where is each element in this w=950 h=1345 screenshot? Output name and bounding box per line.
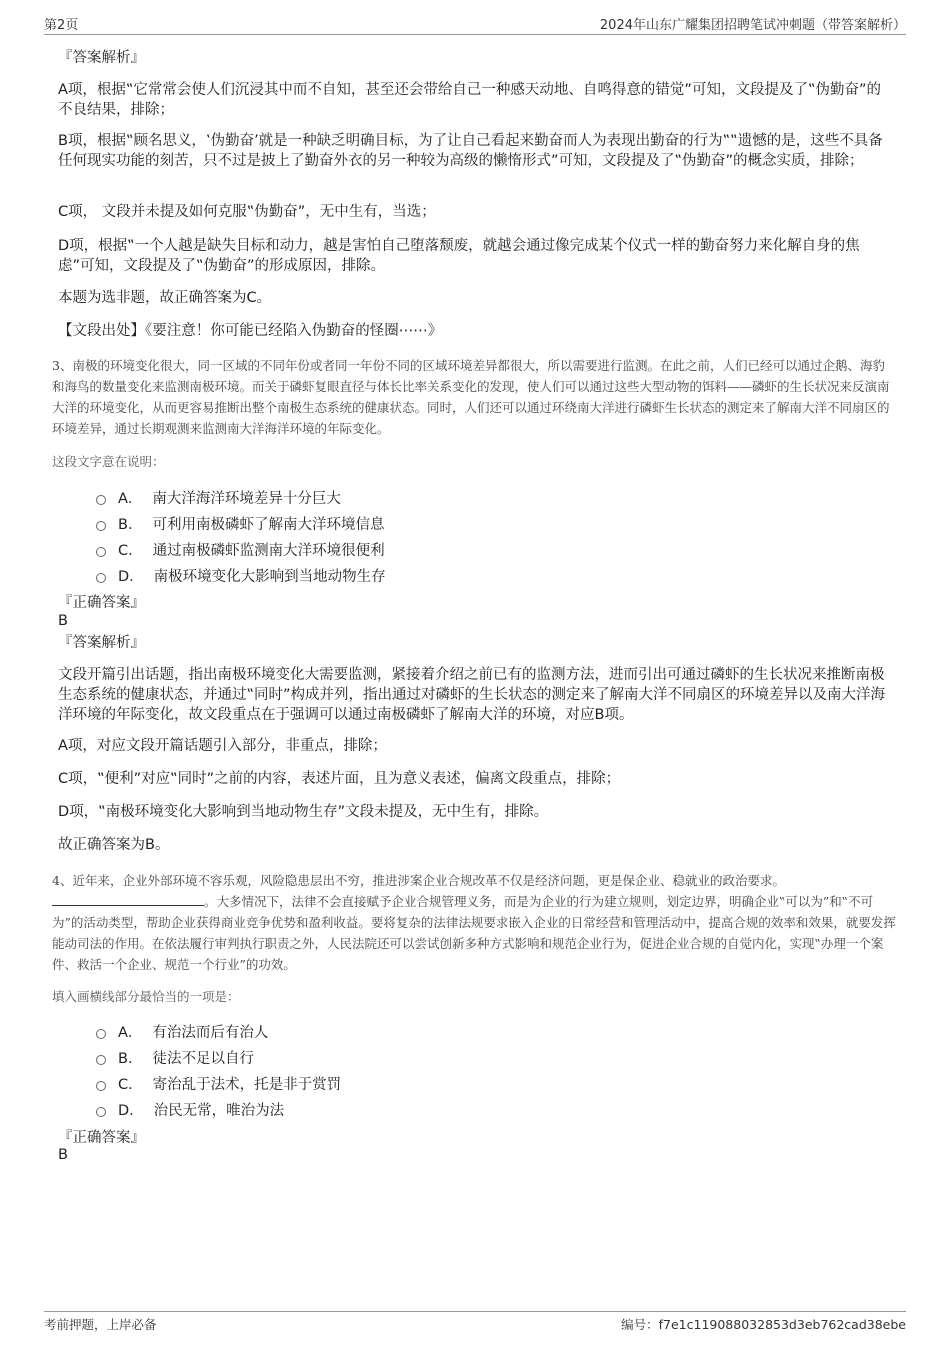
- radio-button[interactable]: [96, 547, 106, 557]
- q3-answer-heading: 『正确答案』: [58, 595, 145, 611]
- q3-option-a[interactable]: A． 南大洋海洋环境差异十分巨大: [96, 487, 341, 508]
- q3-analysis-para: C项，‟便利”对应‟同时”之前的内容，表述片面，且为意义表述，偏离文段重点，排除；: [58, 771, 621, 787]
- q3-option-c[interactable]: C． 通过南极磷虾监测南大洋环境很便利: [96, 539, 385, 560]
- q3-stem: 3、南极的环境变化很大，同一区域的不同年份或者同一年份不同的区域环境差异都很大，所以需要进行监测。在此之前，人们已经可以通过企鹅、海豹和海鸟的数量变化来监测南极环境。而关于磷虾复眼直径与体长比率关系变化的发现，使人们可以通过这些大型动物的饵料——磷虾的生长状况来反演南大洋的环境变化，从而更容易推断出整个南极生态系统的健康状态。同时，人们还可以通过环绕南大洋进行磷虾生长状态的测定来了解南大洋不同扇区的环境差异，通过长期观测来监测南大洋海洋环境的年际变化。: [52, 358, 890, 436]
- q4-answer-heading: 『正确答案』: [58, 1130, 145, 1146]
- q3-analysis-para: D项，‟南极环境变化大影响到当地动物生存”文段未提及，无中生有，排除。: [58, 804, 549, 820]
- q4-option-d[interactable]: D． 治民无常，唯治为法: [96, 1099, 284, 1120]
- q2-analysis-heading: 『答案解析』: [58, 50, 145, 66]
- q4-prompt: 填入画横线部分最恰当的一项是：: [52, 989, 240, 1004]
- q2-analysis-para: B项，根据‟顾名思义，‛伪勤奋’就是一种缺乏明确目标，为了让自己看起来勤奋而人为表现出勤奋的行为‟‟遗憾的是，这些不具备任何现实功能的刻苦，只不过是披上了勤奋外衣的另一种较为高级的懒惰形式”可知，文段提及了‟伪勤奋”的概念实质，排除；: [58, 133, 883, 169]
- q2-analysis-para: A项，根据‟它常常会使人们沉浸其中而不自知，甚至还会带给自己一种感天动地、自鸣得意的错觉”可知，文段提及了‟伪勤奋”的不良结果，排除；: [58, 82, 881, 118]
- q2-source: 【文段出处】《要注意！你可能已经陷入伪勤奋的怪圈⋯⋯》: [58, 323, 443, 339]
- q3-option-d[interactable]: D． 南极环境变化大影响到当地动物生存: [96, 565, 386, 586]
- page-footer: [44, 1311, 906, 1336]
- radio-button[interactable]: [96, 573, 106, 583]
- footer-slogan: 考前押题，上岸必备: [44, 1317, 157, 1332]
- page-number: 第2页: [44, 18, 79, 33]
- q3-analysis-heading: 『答案解析』: [58, 635, 145, 651]
- q4-option-b[interactable]: B． 徒法不足以自行: [96, 1047, 254, 1068]
- q4-option-a[interactable]: A． 有治法而后有治人: [96, 1021, 268, 1042]
- radio-button[interactable]: [96, 1081, 106, 1091]
- page-header: [44, 12, 906, 35]
- document-title: 2024年山东广耀集团招聘笔试冲刺题（带答案解析）: [599, 18, 906, 33]
- q3-analysis-para: A项，对应文段开篇话题引入部分，非重点，排除；: [58, 738, 387, 754]
- q3-analysis-para: 文段开篇引出话题，指出南极环境变化大需要监测，紧接着介绍之前已有的监测方法，进而引出可通过磷虾的生长状况来推断南极生态系统的健康状态，并通过‟同时”构成并列，指出通过对磷虾的生长状态的测定来了解南大洋不同扇区的环境差异以及南大洋海洋环境的年际变化，故文段重点在于强调可以通过南极磷虾了解南大洋的环境，对应B项。: [58, 667, 886, 723]
- q3-option-b[interactable]: B． 可利用南极磷虾了解南大洋环境信息: [96, 513, 384, 534]
- q3-conclusion: 故正确答案为B。: [58, 837, 170, 853]
- q4-answer: B: [58, 1147, 68, 1163]
- q2-analysis-para: C项， 文段并未提及如何克服‟伪勤奋”，无中生有，当选；: [58, 204, 436, 220]
- radio-button[interactable]: [96, 1029, 106, 1039]
- q4-option-c[interactable]: C． 寄治乱于法术，托是非于赏罚: [96, 1073, 341, 1094]
- q4-stem: 4、近年来，企业外部环境不容乐观，风险隐患层出不穷，推进涉案企业合规改革不仅是经济问题，更是保企业、稳就业的政治要求。 。大多情况下，法律不会直接赋予企业合规管理义务，而是为企业的行为建立规则，划定边界，明确企业‟可以为”和‟不可为”的活动类型，帮助企业获得商业竞争优势和盈利收益。要将复杂的法律法规要求嵌入企业的日常经营和管理活动中，提高合规的效率和效果，就要发挥能动司法的作用。在依法履行审判执行职责之外，人民法院还可以尝试创新多种方式影响和规范企业行为，促进企业合规的自觉内化，实现‟办理一个案件、救活一个企业、规范一个行业”的功效。: [52, 873, 896, 972]
- radio-button[interactable]: [96, 495, 106, 505]
- q2-conclusion: 本题为选非题，故正确答案为C。: [58, 290, 272, 306]
- q2-analysis-para: D项，根据‟一个人越是缺失目标和动力，越是害怕自己堕落颓废，就越会通过像完成某个仪式一样的勤奋努力来化解自身的焦虑”可知，文段提及了‟伪勤奋”的形成原因，排除。: [58, 238, 860, 274]
- radio-button[interactable]: [96, 1107, 106, 1117]
- q3-answer: B: [58, 613, 68, 629]
- q3-prompt: 这段文字意在说明：: [52, 454, 165, 469]
- radio-button[interactable]: [96, 1055, 106, 1065]
- fill-blank-line: [52, 893, 204, 906]
- document-id: 编号：f7e1c119088032853d3eb762cad38ebe: [621, 1317, 906, 1332]
- radio-button[interactable]: [96, 521, 106, 531]
